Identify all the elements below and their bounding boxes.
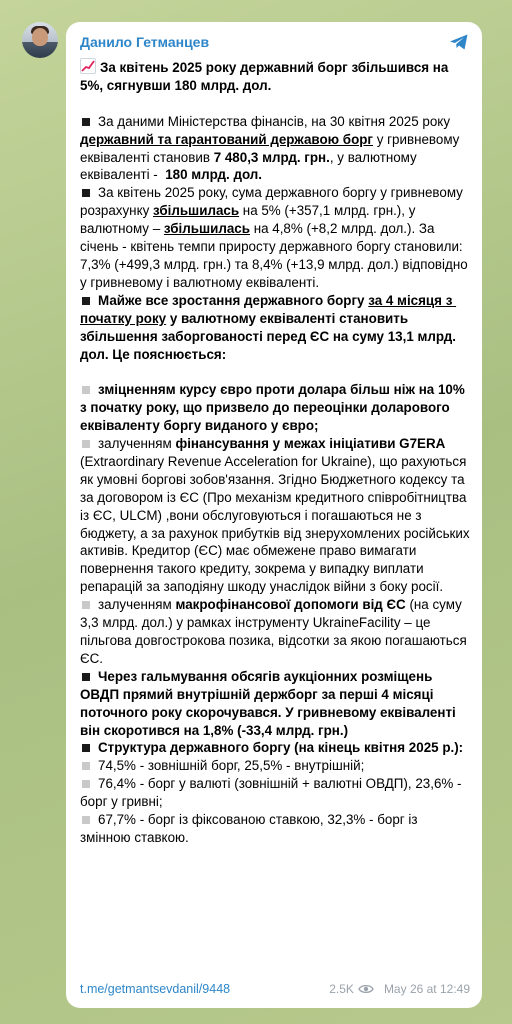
bullet-2-g7era: фінансування у межах ініціативи G7ERA	[175, 436, 446, 452]
bullet-light-icon	[82, 780, 90, 788]
p1-debt-term: державний та гарантований державою борг	[80, 131, 374, 147]
p3-text-3: у валютному еквіваленті становить збільшення заборгованості перед ЄС на суму 13,1 млрд. дол. Це пояснюється:	[80, 310, 460, 362]
bullet-square-icon	[82, 744, 90, 752]
headline: За квітень 2025 року державний борг збільшився на 5%, сягнувши 180 млрд. дол.	[80, 60, 453, 93]
message-footer	[80, 982, 470, 996]
p2-text-3: на 5% (+357,1 млрд. грн.), у валютному –	[80, 203, 420, 237]
bullet-2-text-1: залученням	[98, 436, 176, 452]
telegram-icon[interactable]	[448, 31, 470, 53]
bullet-square-icon	[82, 189, 90, 197]
p1-usd-amount: 180 млрд. дол.	[161, 167, 263, 183]
p1-text-5: , у валютному еквіваленті -	[80, 149, 421, 183]
p2-text-5: на 4,8% (+8,2 млрд. дол.). За січень - квітень темпи приросту державного боргу становили: 7,3% (+499,3 млрд. грн.) та 8,4% (+13,9 млрд. дол.) відповідно у гривневому і валютному еквіваленті.	[80, 221, 472, 290]
author-avatar[interactable]	[22, 22, 58, 58]
bullet-1-text: зміцненням курсу євро проти долара більш ніж на 10% з початку року, що призвело до переоцінки доларового еквіваленту боргу виданого у євро;	[80, 382, 469, 434]
author-name[interactable]: Данило Гетманцев	[80, 34, 210, 50]
bullet-3-macro: макрофінансової допомоги від ЄС	[175, 597, 406, 613]
post-link[interactable]: t.me/getmantsevdanil/9448	[80, 982, 231, 996]
structure-3: 67,7% - борг із фіксованою ставкою, 32,3% - борг із змінною ставкою.	[80, 812, 422, 845]
message-header	[80, 30, 470, 54]
eye-icon	[358, 983, 374, 995]
p5-text: Структура державного боргу (на кінець квітня 2025 р.):	[98, 740, 464, 756]
bullet-light-icon	[82, 386, 90, 394]
view-count: 2.5K	[329, 982, 354, 996]
p3-period: за 4 місяця з початку року	[80, 292, 457, 326]
bullet-3-text-1: залученням	[98, 597, 176, 613]
p1-uah-amount: 7 480,3 млрд. грн.	[213, 149, 330, 165]
bullet-square-icon	[82, 297, 90, 305]
bullet-square-icon	[82, 118, 90, 126]
bullet-square-icon	[82, 673, 90, 681]
bullet-2-text-3: (Extraordinary Revenue Acceleration for Ukraine), що рахуються як умовні боргові зобов'язання. Згідно Бюджетного кодексу та за договором із ЄС (Про механізм кредитного співробітництва із ЄС, ULCM) ,вони обслуговуються і погашаються не з бюджету, а за рахунок прибутків від знерухомлених російських активів. Кредитор (ЄС) має обмежене право вимагати повернення такого кредиту, зокрема у випадку виплати репарацій за заподіяну шкоду унаслідок війни з боку росії.	[80, 436, 474, 595]
avatar-face	[32, 28, 48, 46]
message-meta	[329, 982, 470, 996]
message-bubble	[66, 22, 482, 1008]
p1-text-1: За даними Міністерства фінансів, на 30 квітня 2025 року	[98, 113, 454, 129]
bullet-light-icon	[82, 762, 90, 770]
bullet-light-icon	[82, 601, 90, 609]
timestamp: May 26 at 12:49	[383, 982, 470, 996]
p1-text-3: у гривневому еквіваленті становив	[80, 131, 464, 165]
p3-text-1: Майже все зростання державного боргу	[98, 292, 369, 308]
p2-increased-1: збільшилась	[153, 203, 240, 219]
p4-text: Через гальмування обсягів аукціонних розміщень ОВДП прямий внутрішній держборг за перші 4 місяці поточного року скорочувався. У гривневому еквіваленті він скоротився на 1,8% (-33,4 млрд. грн.)	[80, 668, 460, 738]
chart-increasing-icon	[80, 58, 96, 74]
p2-text-1: За квітень 2025 року, сума державного боргу у гривневому розрахунку	[80, 185, 467, 219]
message-text	[80, 58, 474, 847]
p2-increased-2: збільшилась	[163, 221, 250, 237]
bullet-light-icon	[82, 440, 90, 448]
bullet-3-text-3: (на суму 3,3 млрд. дол.) у рамках інструменту UkraineFacility – це пільгова довгострокова позика, відсотки за якою погашаються ЄС.	[80, 597, 471, 666]
structure-1: 74,5% - зовнішній борг, 25,5% - внутрішній;	[98, 758, 365, 774]
structure-2: 76,4% - борг у валюті (зовнішній + валютні ОВДП), 23,6% - борг у гривні;	[80, 776, 466, 810]
bullet-light-icon	[82, 816, 90, 824]
